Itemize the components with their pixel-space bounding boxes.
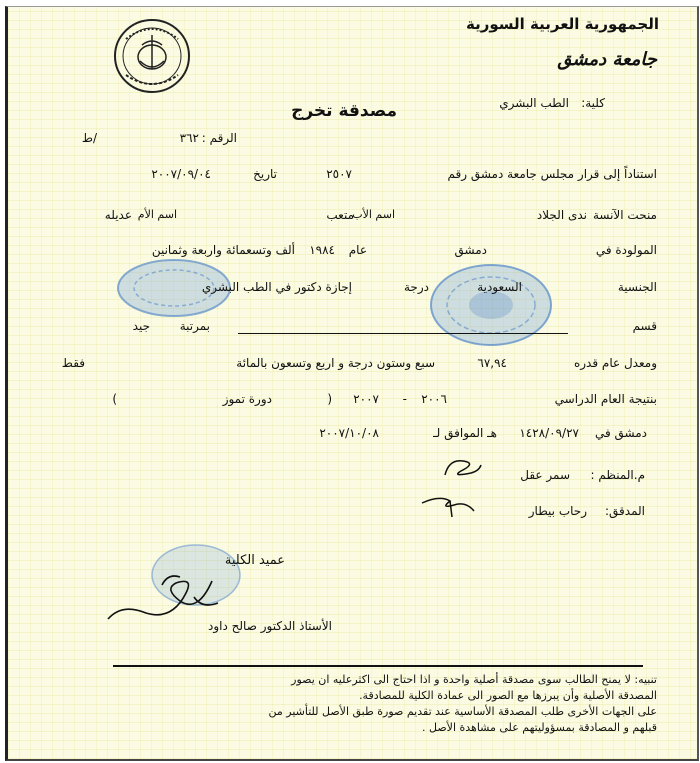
nationality-label: الجنسية (617, 280, 657, 294)
note-line-1: تنبيه: لا يمنح الطالب سوى مصدقة أصلية واحدة و اذا احتاج الى اكثرعليه ان يصور (291, 673, 657, 686)
reference-suffix: /ط (81, 131, 97, 145)
grade-label: بمرتبة (179, 319, 210, 333)
nationality-value: السعودية (477, 280, 522, 294)
degree-label: درجة (404, 280, 429, 294)
issue-gregorian-date: ٢٠٠٧/١٠/٠٨ (319, 426, 379, 440)
mother-label: اسم الأم (137, 208, 177, 221)
decree-number: ٢٥٠٧ (326, 167, 352, 181)
organizer-name: سمر عقل (520, 468, 570, 482)
academic-year-dash: - (402, 392, 407, 406)
document-title: مصدقة تخرج (291, 101, 397, 121)
university-name: جامعة دمشق (557, 49, 657, 70)
country-name: الجمهورية العربية السورية (466, 15, 659, 33)
decree-date-label: تاريخ (253, 167, 277, 181)
grade-value: جيد (132, 319, 150, 333)
dean-name: الأستاذ الدكتور صالح داود (208, 619, 332, 633)
faculty-value: الطب البشري (499, 96, 569, 110)
decree-date: ٢٠٠٧/٠٩/٠٤ (151, 167, 211, 181)
birth-year-label: عام (348, 243, 367, 257)
note-divider (113, 665, 643, 667)
academic-year-from: ٢٠٠٦ (421, 392, 447, 406)
grantee-label: منحت الآنسة (592, 208, 657, 222)
section-blank-line (238, 333, 568, 334)
academic-year-to: ٢٠٠٧ (353, 392, 379, 406)
father-label: اسم الأب (352, 208, 395, 221)
auditor-name: رحاب بيطار (528, 504, 587, 518)
academic-year-label: بنتيجة العام الدراسي (554, 392, 657, 406)
decree-text: استناداً إلى قرار مجلس جامعة دمشق رقم (447, 167, 657, 181)
exam-session: دورة تموز (222, 392, 272, 406)
birth-year-words: ألف وتسعمائة واربعة وثمانين (151, 243, 295, 257)
note-line-3: على الجهات الأخرى طلب المصدقة الأساسية عند تقديم صورة طبق الأصل للتأشير من (268, 705, 657, 718)
issue-hijri-suffix: هـ الموافق لـ (433, 426, 497, 440)
average-words: سبع وستون درجة و اربع وتسعون بالمائة (236, 356, 435, 370)
degree-value: إجازة دكتور في الطب البشري (201, 280, 352, 294)
grantee-name: ندى الجلاد (536, 208, 587, 222)
faculty-label: كلية: (581, 96, 605, 110)
university-seal-logo (112, 17, 192, 95)
father-name: متعب (326, 208, 354, 222)
birth-place: دمشق (454, 243, 487, 257)
academic-year-paren-open: ( (327, 392, 332, 406)
certificate-page (5, 6, 699, 761)
average-value: ٦٧,٩٤ (477, 356, 507, 370)
organizer-signature (441, 455, 483, 481)
issue-hijri-date: ١٤٢٨/٠٩/٢٧ (519, 426, 579, 440)
auditor-signature (420, 491, 476, 521)
section-label: قسم (632, 319, 657, 333)
organizer-label: م.المنظم : (590, 468, 645, 482)
auditor-label: المدقق: (604, 504, 645, 518)
dean-title: عميد الكلية (224, 553, 285, 568)
average-label: ومعدل عام قدره (573, 356, 657, 370)
note-line-4: قبلهم و المصادقة بمسؤوليتهم على مشاهدة الأصل . (422, 721, 657, 734)
note-line-2: المصدقة الأصلية وأن يبرزها مع الصور الى عمادة الكلية للمصادقة. (359, 689, 657, 702)
birth-year-digits: ١٩٨٤ (309, 243, 335, 257)
average-end: فقط (61, 356, 85, 370)
reference-label: الرقم : (201, 131, 237, 145)
dean-signature (102, 563, 232, 625)
birth-label: المولودة في (595, 243, 657, 257)
issue-place-label: دمشق في (594, 426, 647, 440)
official-stamp-right (426, 261, 556, 349)
mother-name: عديله (104, 208, 132, 222)
academic-year-paren-close: ) (112, 392, 117, 406)
reference-number: ٣٦٢ (179, 131, 199, 145)
